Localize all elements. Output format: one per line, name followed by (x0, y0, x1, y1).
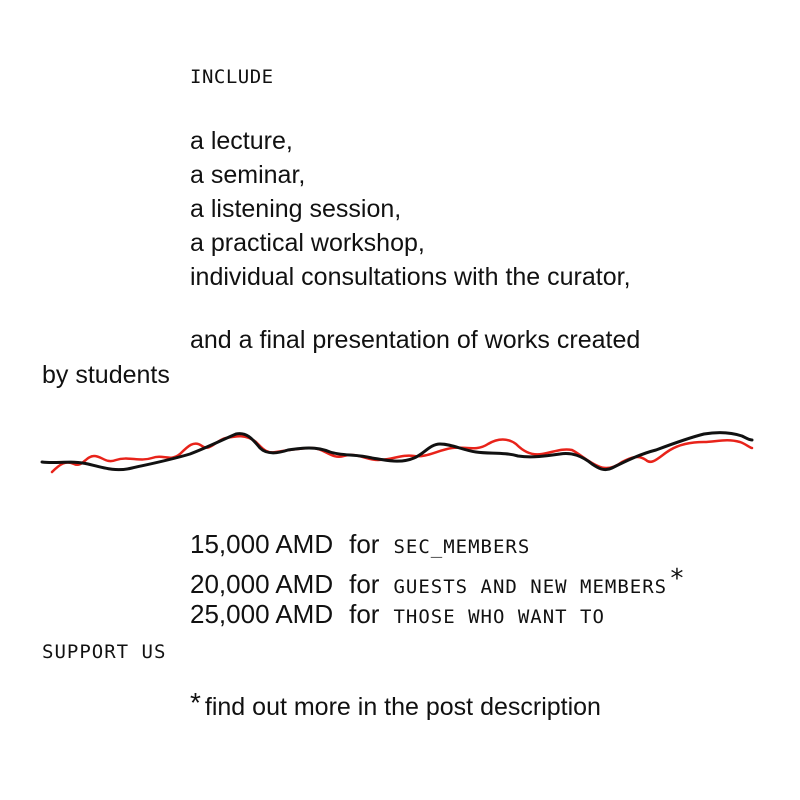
footnote-text: find out more in the post description (204, 693, 601, 721)
footnote-marker: * (669, 564, 686, 594)
price-audience: SEC_MEMBERS (393, 536, 531, 558)
final-presentation-line-continued: by students (42, 361, 170, 389)
price-for-label: for (349, 599, 380, 629)
list-item: a lecture, (190, 127, 293, 155)
price-row (190, 527, 530, 564)
activities-list (190, 124, 631, 294)
section-heading: INCLUDE (190, 66, 274, 88)
footnote-asterisk: * (190, 687, 201, 718)
price-amount: 15,000 AMD (190, 529, 334, 559)
price-for-label: for (349, 529, 380, 559)
list-item: a practical workshop, (190, 229, 425, 257)
list-item: a listening session, (190, 195, 402, 223)
black-squiggle-line (42, 433, 752, 470)
hand-drawn-squiggle-divider (0, 420, 800, 490)
price-amount: 20,000 AMD (190, 569, 334, 599)
price-audience-continued: SUPPORT US (42, 641, 167, 663)
price-audience: THOSE WHO WANT TO (393, 606, 605, 628)
footnote (190, 686, 601, 724)
final-presentation-line: and a final presentation of works created (190, 326, 641, 354)
price-audience: GUESTS AND NEW MEMBERS (393, 576, 668, 598)
price-row (190, 597, 605, 634)
list-item: a seminar, (190, 161, 306, 189)
price-for-label: for (349, 569, 380, 599)
price-amount: 25,000 AMD (190, 599, 334, 629)
list-item: individual consultations with the curator, (190, 263, 631, 291)
